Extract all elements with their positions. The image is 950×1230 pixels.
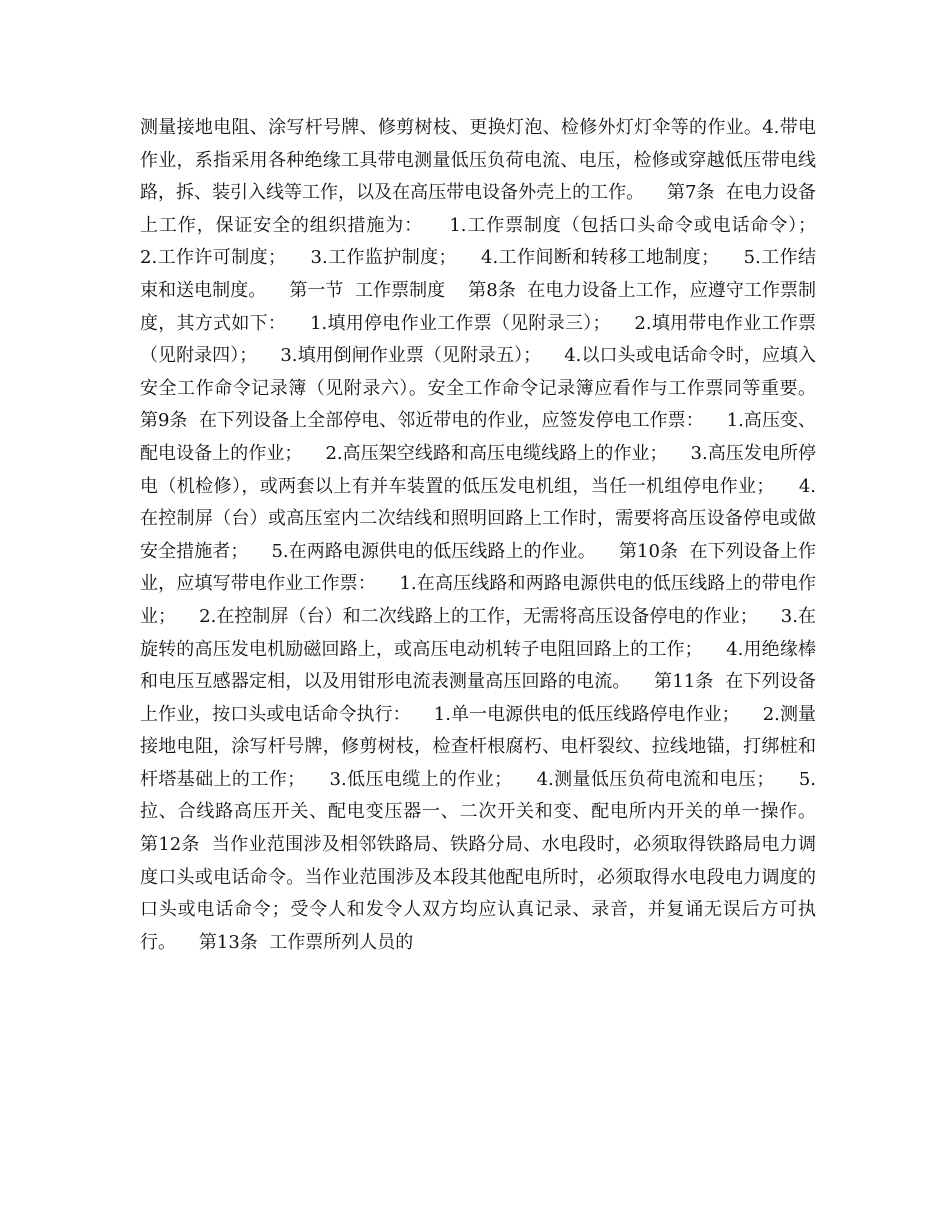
body-text: 测量接地电阻、涂写杆号牌、修剪树枝、更换灯泡、检修外灯灯伞等的作业。4.带电作业，系指采用各种绝缘工具带电测量低压负荷电流、电压，检修或穿越低压带电线路，拆、装引入线等工作，以及在高压带电设备外壳上的工作。 第7条 在电力设备上工作，保证安全的组织措施为： 1.工作票制度（包括口头命令或电话命令）； 2.工作许可制度； 3.工作监护制度； 4.工作间断和转移工地制度； 5.工作结束和送电制度。 第一节 工作票制度 第8条 在电力设备上工作，应遵守工作票制度，其方式如下： 1.填用停电作业工作票（见附录三）； 2.填用带电作业工作票（见附录四）； 3.填用倒闸作业票（见附录五）； 4.以口头或电话命令时，应填入安全工作命令记录簿（见附录六）。安全工作命令记录簿应看作与工作票同等重要。 第9条 在下列设备上全部停电、邻近带电的作业，应签发停电工作票： 1.高压变、配电设备上的作业； 2.高压架空线路和高压电缆线路上的作业； 3.高压发电所停电（机检修），或两套以上有并车装置的低压发电机组，当任一机组停电作业； 4.在控制屏（台）或高压室内二次结线和照明回路上工作时，需要将高压设备停电或做安全措施者； 5.在两路电源供电的低压线路上的作业。 第10条 在下列设备上作业，应填写带电作业工作票： 1.在高压线路和两路电源供电的低压线路上的带电作业； 2.在控制屏（台）和二次线路上的工作，无需将高压设备停电的作业； 3.在旋转的高压发电机励磁回路上，或高压电动机转子电阻回路上的工作； 4.用绝缘棒和电压互感器定相，以及用钳形电流表测量高压回路的电流。 第11条 在下列设备上作业，按口头或电话命令执行： 1.单一电源供电的低压线路停电作业； 2.测量接地电阻，涂写杆号牌，修剪树枝，检查杆根腐朽、电杆裂纹、拉线地锚，打绑桩和杆塔基础上的工作； 3.低压电缆上的作业； 4.测量低压负荷电流和电压； 5.拉、合线路高压开关、配电变压器一、二次开关和变、配电所内开关的单一操作。 第12条 当作业范围涉及相邻铁路局、铁路分局、水电段时，必须取得铁路局电力调度口头或电话命令。当作业范围涉及本段其他配电所时，必须取得水电段电力调度的口头或电话命令；受令人和发令人双方均应认真记录、录音，并复诵无误后方可执行。 第13条 工作票所列人员的 bbox=[140, 117, 839, 953]
